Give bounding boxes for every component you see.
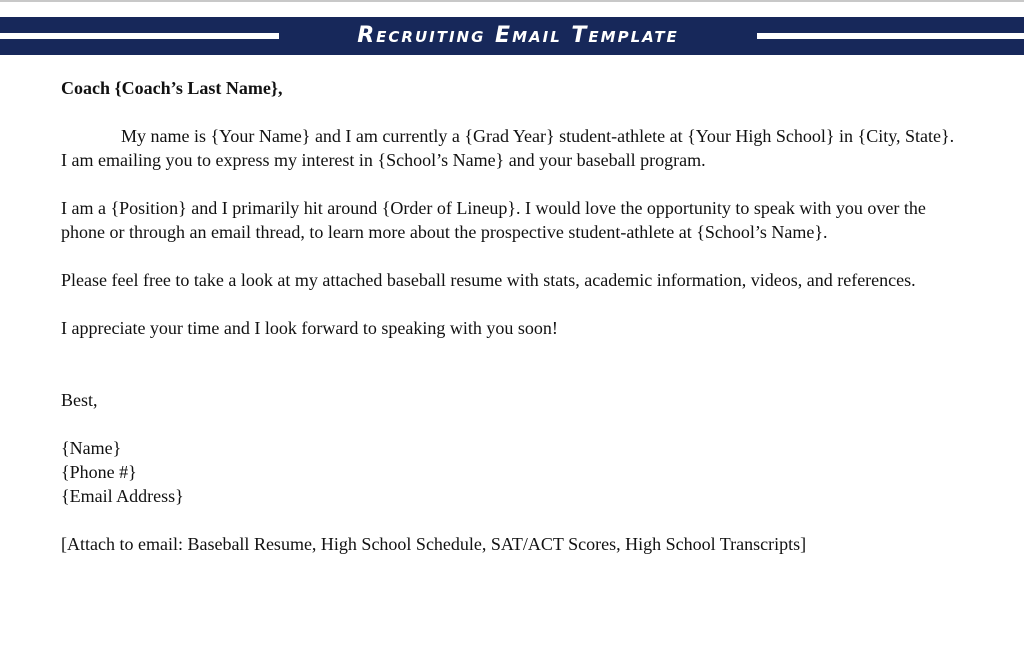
- signature-email: {Email Address}: [61, 486, 184, 506]
- paragraph-introduction: My name is {Your Name} and I am currently a {Grad Year} student-athlete at {Your High School} in {City, State}. I am emailing you to express my interest in {School’s Name} and your baseball program.: [61, 126, 955, 170]
- attachment-note: [Attach to email: Baseball Resume, High School Schedule, SAT/ACT Scores, High School Transcripts]: [61, 534, 807, 554]
- salutation: Coach {Coach’s Last Name},: [61, 78, 283, 98]
- email-body: [61, 76, 961, 556]
- paragraph-resume: Please feel free to take a look at my attached baseball resume with stats, academic information, videos, and references.: [61, 270, 916, 290]
- title-banner: [0, 17, 1024, 55]
- paragraph-thanks: I appreciate your time and I look forward to speaking with you soon!: [61, 318, 558, 338]
- page-title: Recruiting Email Template: [279, 17, 757, 55]
- top-divider: [0, 0, 1024, 2]
- closing: Best,: [61, 390, 98, 410]
- paragraph-position: I am a {Position} and I primarily hit around {Order of Lineup}. I would love the opportunity to speak with you over the phone or through an email thread, to learn more about the prospective student-athlete at {School’s Name}.: [61, 198, 926, 242]
- signature-phone: {Phone #}: [61, 462, 137, 482]
- signature-name: {Name}: [61, 438, 122, 458]
